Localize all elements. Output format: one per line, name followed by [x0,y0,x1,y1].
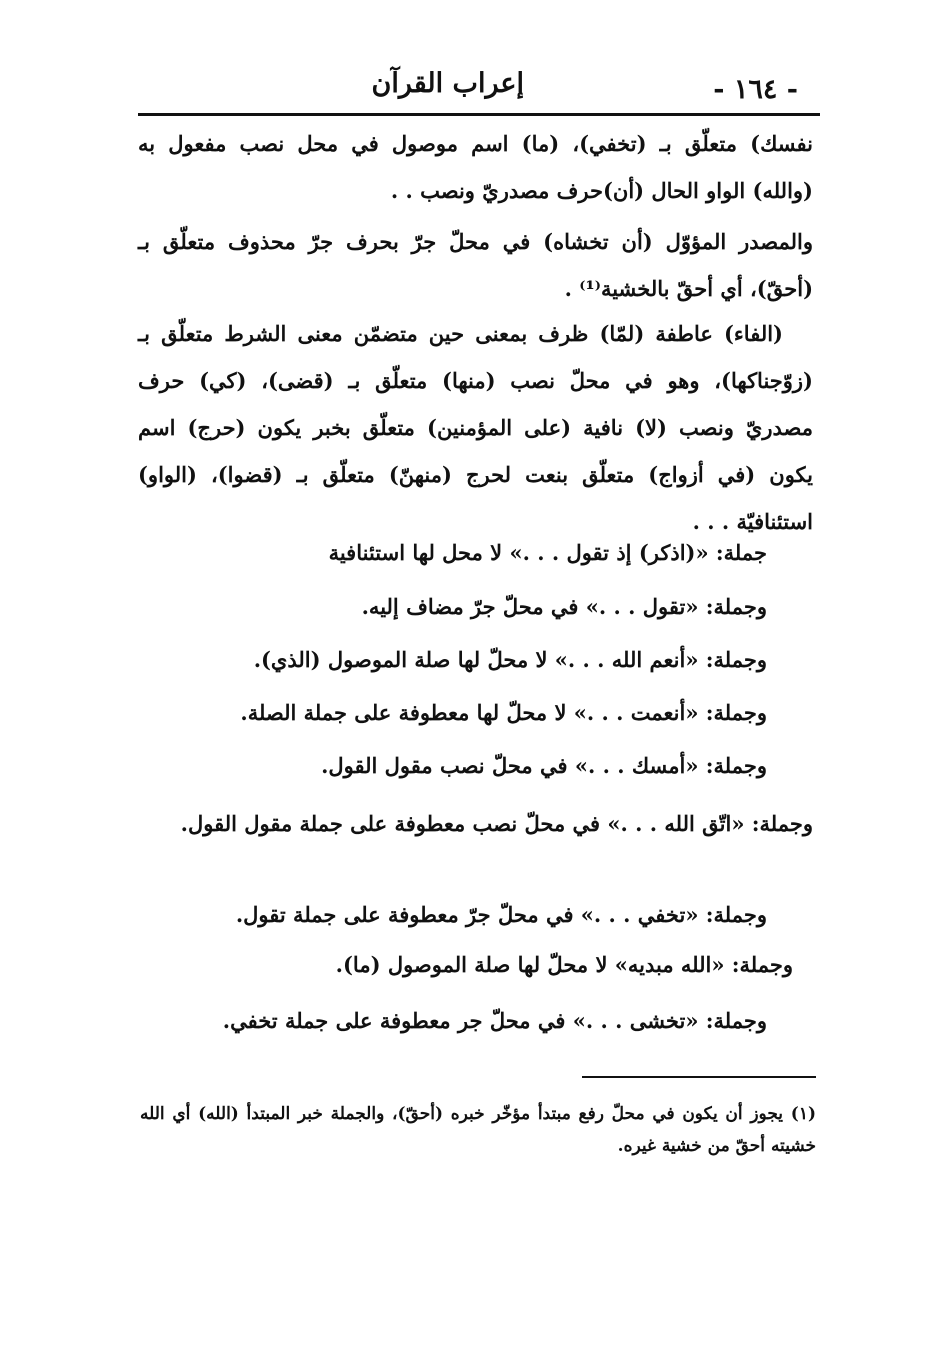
footnote: (١) يجوز أن يكون في محلّ رفع مبتدأ مؤخّر خبره (أحقّ)، والجملة خبر المبتدأ (الله) أي الله خشيته أحقّ من خشية غيره. [140,1104,816,1156]
header-rule [138,113,820,116]
page-number: - ١٦٤ - [713,74,798,105]
sentence-item: وجملة: «أنعم الله . . .» لا محلّ لها صلة الموصول (الذي). [253,647,767,672]
running-title: إعراب القرآن [371,68,524,99]
sentence-item: وجملة: «اتّق الله . . .» في محلّ نصب معطوفة على جملة مقول القول. [180,811,813,836]
footnote-rule [582,1076,816,1078]
sentence-item: جملة: «(اذكر) إذ تقول . . .» لا محل لها استئنافية [328,540,767,565]
sentence-item: وجملة: «تقول . . .» في محلّ جرّ مضاف إليه. [361,594,767,619]
sentence-item: وجملة: «أمسك . . .» في محلّ نصب مقول القول. [321,753,767,778]
paragraph-3-text: (الفاء) عاطفة (لمّا) ظرف بمعنى حين متضمّن معنى الشرط متعلّق بـ (زوّجناكها)، وهو في محلّ نصب (منها) متعلّق بـ (قضى)، (كي) حرف مصدريّ ونصب (لا) نافية (على المؤمنين) متعلّق بخبر يكون (حرج) اسم يكون (في أزواج) متعلّق بنعت لحرج (منهنّ) متعلّق بـ (قضوا)، (الواو) استئنافيّة . . . [138,321,813,534]
sentence-item: وجملة: «تخفي . . .» في محلّ جرّ معطوفة على جملة تقول. [235,902,767,927]
paragraph-2: والمصدر المؤوّل (أن تخشاه) في محلّ جرّ بحرف جرّ محذوف متعلّق بـ (أحقّ)، أي أحقّ بالخشية⁽¹⁾ . [138,229,813,301]
paragraph-3 [138,310,813,545]
sentence-item: وجملة: «الله مبديه» لا محلّ لها صلة الموصول (ما). [335,952,793,977]
sentence-item: وجملة: «أنعمت . . .» لا محلّ لها معطوفة على جملة الصلة. [240,700,767,725]
paragraph-1: نفسك) متعلّق بـ (تخفي)، (ما) اسم موصول في محل نصب مفعول به (والله) الواو الحال (أن)حرف مصدريّ ونصب . . [138,131,813,203]
page-header [138,64,820,110]
sentence-item: وجملة: «تخشى . . .» في محلّ جر معطوفة على جملة تخفي. [222,1008,767,1033]
